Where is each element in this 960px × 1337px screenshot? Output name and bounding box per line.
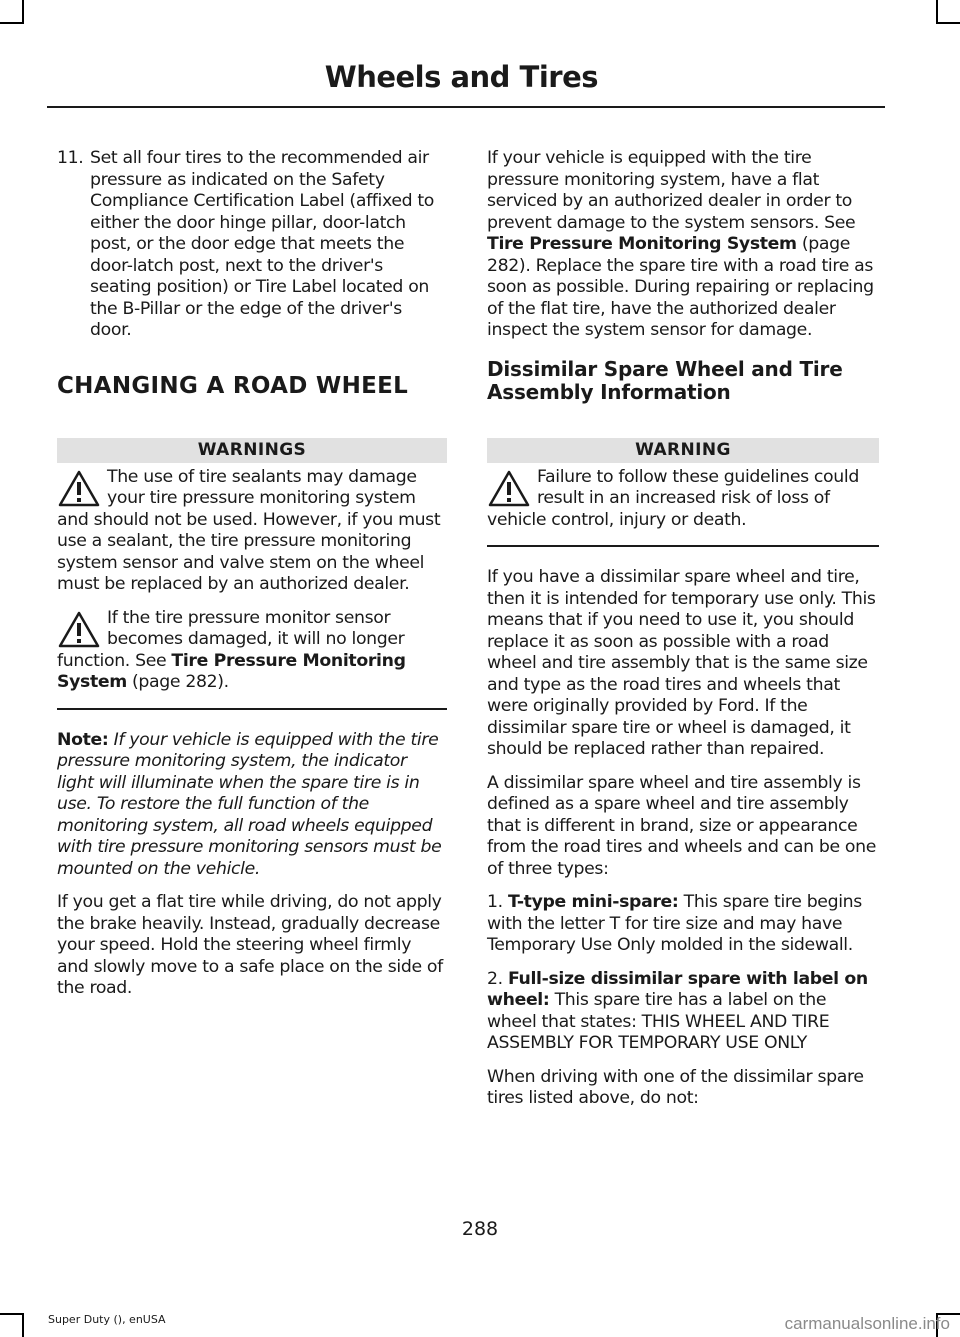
warning-text: Failure to follow these guidelines could result in an increased risk of loss of vehicle control, injury or death. xyxy=(487,466,859,530)
spare-type-1 xyxy=(487,892,879,957)
page-number: 288 xyxy=(461,1218,499,1240)
warning-triangle-icon xyxy=(57,469,101,509)
dissimilar-paragraph: If you have a dissimilar spare wheel and tire, then it is intended for temporary use only. This means that if you need to use it, you should replace it as soon as possible with a road wheel and tire assembly that is the same size and type as the road tires and wheels that were originally provided by Ford. If the dissimilar spare tire or wheel is damaged, it should be replaced rather than repaired. xyxy=(487,567,876,759)
type-number: 1. xyxy=(487,892,508,912)
watermark: carmanualsonline.info xyxy=(784,1314,950,1333)
crop-mark xyxy=(22,1313,24,1337)
crop-mark xyxy=(22,0,24,24)
type-label: T-type mini-spare: xyxy=(507,892,679,912)
header-divider xyxy=(47,106,885,108)
warning-text: The use of tire sealants may damage your tire pressure monitoring system and should not be used. However, if you must use a sealant, the tire pressure monitoring system sensor and valve stem on the wheel must be replaced by an authorized dealer. xyxy=(57,466,441,594)
spare-type-2 xyxy=(487,969,879,1055)
sub-heading: Dissimilar Spare Wheel and Tire Assembly Information xyxy=(487,356,843,404)
warning-item xyxy=(57,467,447,596)
driving-paragraph: When driving with one of the dissimilar spare tires listed above, do not: xyxy=(487,1066,864,1108)
note-text: If your vehicle is equipped with the tire pressure monitoring system, the indicator light will illuminate when the spare tire is in use. To restore the full function of the monitoring system, all road wheels equipped with tire pressure monitoring sensors must be mounted on the vehicle. xyxy=(57,729,442,879)
warning-banner: WARNING xyxy=(487,438,879,463)
cross-reference-link[interactable]: Tire Pressure Monitoring System xyxy=(487,234,797,254)
warning-triangle-icon xyxy=(487,469,531,509)
warning-triangle-icon xyxy=(57,610,101,650)
definition-paragraph: A dissimilar spare wheel and tire assembly is defined as a spare wheel and tire assembly that is different in brand, size or appearance from the road tires and wheels and can be one of three types: xyxy=(487,772,877,879)
paragraph-text: (page 282). Replace the spare tire with a road tire as soon as possible. During repairing or replacing of the flat tire, have the authorized dealer inspect the system sensor for damage. xyxy=(487,234,874,340)
crop-mark xyxy=(936,0,938,24)
note-label: Note: xyxy=(57,729,109,750)
step-text: Set all four tires to the recommended air pressure as indicated on the Safety Compliance Certification Label (affixed to either the door hinge pillar, door-latch post, or the door edge that meets the door-latch post, next to the driver's seating position) or Tire Label located on the B-Pillar or the edge of the driver's door. xyxy=(90,148,435,340)
paragraph-text: If your vehicle is equipped with the tire pressure monitoring system, have a flat serviced by an authorized dealer in order to prevent damage to the system sensors. See xyxy=(487,148,856,233)
warnings-banner: WARNINGS xyxy=(57,438,447,463)
left-column xyxy=(57,148,447,1012)
warning-item xyxy=(487,467,879,532)
step-number: 11. xyxy=(57,148,84,168)
footer-text: Super Duty (), enUSA xyxy=(48,1313,166,1326)
type-text: This spare tire has a label on the wheel that states: THIS WHEEL AND TIRE ASSEMBLY FOR TEMPORARY USE ONLY xyxy=(487,990,830,1053)
flat-tire-paragraph: If you get a flat tire while driving, do not apply the brake heavily. Instead, gradually decrease your speed. Hold the steering wheel firmly and slowly move to a safe place on the side of the road. xyxy=(57,892,443,998)
page-title: Wheels and Tires xyxy=(324,60,598,94)
cross-reference-link[interactable]: Tire Pressure Monitoring System xyxy=(57,650,406,692)
step-11 xyxy=(57,148,447,342)
type-label: Full-size dissimilar spare with label on wheel: xyxy=(487,968,868,1010)
section-heading: CHANGING A ROAD WHEEL xyxy=(57,372,409,399)
crop-mark xyxy=(0,22,24,24)
crop-mark xyxy=(936,22,960,24)
warning-divider xyxy=(487,545,879,547)
type-number: 2. xyxy=(487,968,508,989)
right-column xyxy=(487,148,879,1122)
warning-item xyxy=(57,608,447,694)
crop-mark xyxy=(0,1313,24,1315)
warnings-divider xyxy=(57,708,447,710)
type-text: This spare tire begins with the letter T for tire size and may have Temporary Use Only molded in the sidewall. xyxy=(487,892,862,955)
warning-text: If the tire pressure monitor sensor becomes damaged, it will no longer function. See xyxy=(57,607,405,671)
note-paragraph xyxy=(57,730,447,881)
page-reference: (page 282). xyxy=(126,672,229,692)
tpms-paragraph xyxy=(487,148,879,342)
